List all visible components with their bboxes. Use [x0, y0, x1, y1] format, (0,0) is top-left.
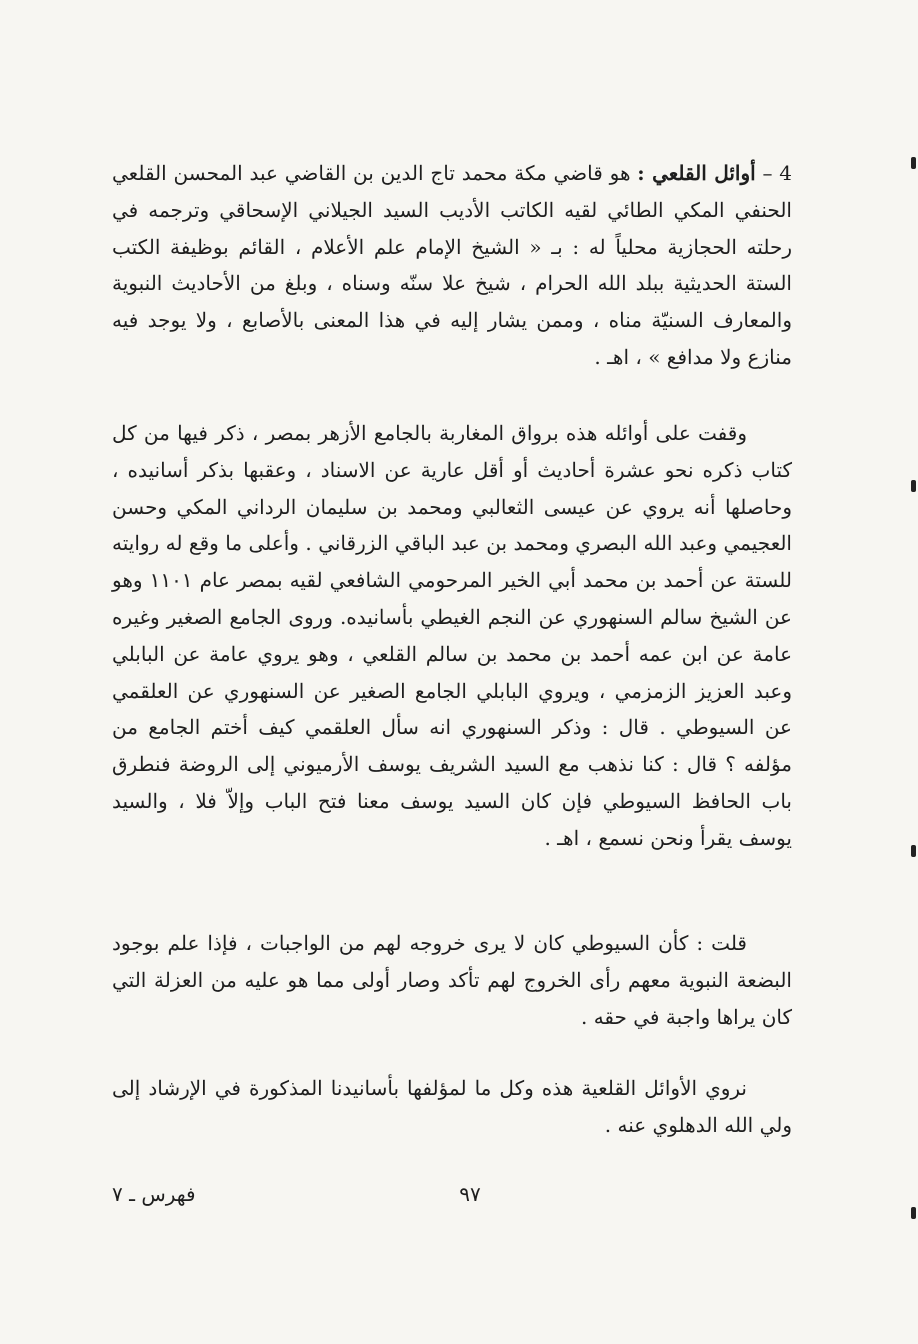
- binding-hole-mark: [911, 845, 916, 857]
- page-number: ٩٧: [459, 1182, 481, 1206]
- signature-mark: فهرس ـ ٧: [112, 1182, 196, 1206]
- body-paragraph-sources: وقفت على أوائله هذه برواق المغاربة بالجامع الأزهر بمصر ، ذكر فيها من كل كتاب ذكره نحو عشرة أحاديث أو أقل عارية عن الاسناد ، وعقبها بذكر أسانيده ، وحاصلها أنه يروي عن عيسى الثعالبي ومحمد بن سليمان الرداني المكي وحسن العجيمي وعبد الله البصري ومحمد بن عبد الباقي الزرقاني . وأعلى ما وقع له روايته للستة عن أحمد بن محمد أبي الخير المرحومي الشافعي لقيه بمصر عام ١١٠١ وهو عن الشيخ سالم السنهوري عن النجم الغيطي بأسانيده. وروى الجامع الصغير وغيره عامة عن ابن عمه أحمد بن محمد بن سالم القلعي ، وهو يروي عامة عن البابلي وعبد العزيز الزمزمي ، ويروي البابلي الجامع الصغير عن السنهوري عن العلقمي عن السيوطي . قال : وذكر السنهوري انه سأل العلقمي كيف أختم الجامع من مؤلفه ؟ قال : كنا نذهب مع السيد الشريف يوسف الأرميوني إلى الروضة فنطرق باب الحافظ السيوطي فإن كان السيد يوسف معنا فتح الباب وإلاّ فلا ، والسيد يوسف يقرأ ونحن نسمع ، اهـ .: [112, 421, 792, 850]
- entry-number: 4 –: [762, 161, 793, 185]
- body-paragraph-chain: نروي الأوائل القلعية هذه وكل ما لمؤلفها بأسانيدنا المذكورة في الإرشاد إلى ولي الله الدهلوي عنه .: [112, 1076, 792, 1137]
- binding-hole-mark: [911, 480, 916, 492]
- entry-paragraph: [112, 155, 792, 407]
- binding-hole-mark: [911, 1207, 916, 1219]
- body-paragraph-comment: قلت : كأن السيوطي كان لا يرى خروجه لهم من الواجبات ، فإذا علم بوجود البضعة النبوية معهم رأى الخروج لهم تأكد وصار أولى مما هو عليه من العزلة التي كان يراها واجبة في حقه .: [112, 931, 792, 1029]
- entry-body: هو قاضي مكة محمد تاج الدين بن القاضي عبد المحسن القلعي الحنفي المكي الطائي لقيه الكاتب الأديب السيد الجيلاني الإسحاقي وترجمه في رحلته الحجازية محلياً له : بـ « الشيخ الإمام علم الأعلام ، القائم بوظيفة الكتب الستة الحديثية ببلد الله الحرام ، شيخ علا سنّه وسناه ، وبلغ من الأحاديث النبوية والمعارف السنيّة مناه ، وممن يشار إليه في هذا المعنى بالأصابع ، ولا يوجد فيه منازع ولا مدافع » ، اهـ .: [112, 161, 792, 369]
- binding-hole-mark: [911, 157, 916, 169]
- entry-title: أوائل القلعي :: [637, 161, 756, 185]
